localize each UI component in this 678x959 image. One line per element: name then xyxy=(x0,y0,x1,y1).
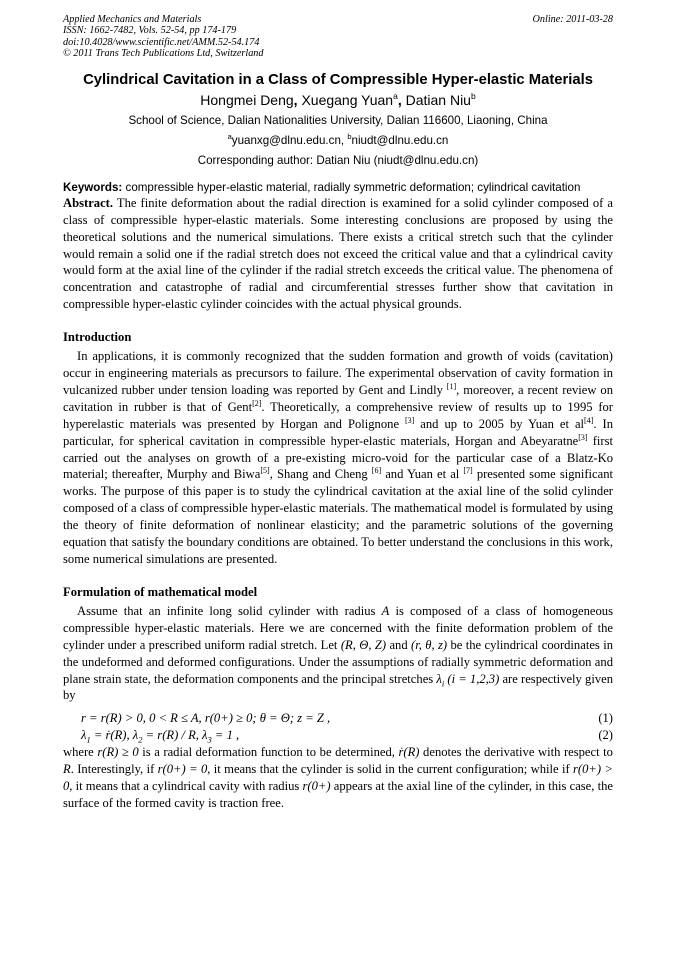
math-undeformed-coords: (R, Θ, Z) xyxy=(340,637,387,652)
formulation-heading: Formulation of mathematical model xyxy=(63,584,258,599)
form2-text-3: denotes the derivative with respect to xyxy=(419,745,613,760)
journal-header xyxy=(63,14,613,59)
form2-text-4: . Interestingly, if xyxy=(70,762,158,777)
form-text-3: and xyxy=(386,637,412,652)
paper-page xyxy=(63,14,613,812)
email-b: niudt@dlnu.edu.cn xyxy=(351,134,449,148)
email-b-mark: b xyxy=(347,132,352,142)
citation-7: [6] xyxy=(371,466,382,476)
math-r0-eq: r(0+) = 0 xyxy=(157,762,208,777)
lambda-symbol: λ xyxy=(436,671,442,686)
keywords-text: compressible hyper-elastic material, radially symmetric deformation; cylindrical cavitation xyxy=(125,181,581,195)
author-3-mark: b xyxy=(470,91,476,102)
email-a-mark: a xyxy=(227,132,232,142)
citation-4: [4] xyxy=(584,415,594,425)
form-text-5: are respectively given by xyxy=(63,671,613,703)
intro-text-5: . In particular, for spherical cavitation in compressible hyper-elastic materials, Horgan and Abeyaratne xyxy=(63,416,613,448)
intro-text-3: . Theoretically, a comprehensive review of results up to 1995 for hyperelastic materials was presented by Horgan and Polignone xyxy=(63,399,613,431)
author-1: Hongmei Deng xyxy=(200,92,294,109)
math-R: R xyxy=(63,762,71,777)
affiliation: School of Science, Dalian Nationalities University, Dalian 116600, Liaoning, China xyxy=(128,114,548,128)
math-lambda xyxy=(436,671,500,689)
eq2-sub-2: 2 xyxy=(138,734,143,745)
copyright-line: © 2011 Trans Tech Publications Ltd, Switzerland xyxy=(63,47,264,59)
equation-block xyxy=(63,710,613,744)
author-2: Xuegang Yuan xyxy=(301,92,394,109)
equation-1-body: r = r(R) > 0, 0 < R ≤ A, r(0+) ≥ 0; θ = Θ; z = Z , xyxy=(81,711,331,726)
online-date: Online: 2011-03-28 xyxy=(532,14,613,25)
equation-1 xyxy=(63,710,613,727)
issn-line: ISSN: 1662-7482, Vols. 52-54, pp 174-179 xyxy=(63,25,237,37)
intro-text-6: first carried out the analyses on growth of a pre-existing micro-void for the particular case of a Blatz-Ko material; thereafter, Murphy and Biwa xyxy=(63,433,613,482)
author-3: Datian Niu xyxy=(405,92,471,109)
eq2-part-1: = ṙ(R), λ xyxy=(90,728,139,743)
formulation-paragraph-1 xyxy=(63,603,613,704)
introduction-heading: Introduction xyxy=(63,330,132,345)
citation-8: [7] xyxy=(463,466,473,476)
math-rR: r(R) ≥ 0 xyxy=(97,745,139,760)
lambda-subscript: i xyxy=(441,678,445,689)
abstract-label: Abstract. xyxy=(63,195,114,210)
email-a: yuanxg@dlnu.edu.cn xyxy=(231,134,341,148)
equation-2-number: (2) xyxy=(598,728,613,743)
citation-1: [1] xyxy=(446,381,457,391)
math-rdot: ṙ(R) xyxy=(398,745,420,760)
form-text-4: be the cylindrical coordinates in the undeformed and deformed configurations. Under the assumptions of radially symmetric deformation and plane strain state, the deformation components and the principal stretches xyxy=(63,637,613,686)
journal-name: Applied Mechanics and Materials xyxy=(63,14,202,25)
form2-text-1: where xyxy=(63,745,98,760)
form2-text-5: , it means that the cylinder is solid in the current configuration; while if xyxy=(207,762,574,777)
intro-text-8: and Yuan et al xyxy=(381,467,464,482)
eq2-part-3: = 1 , xyxy=(211,728,240,743)
form2-text-2: is a radial deformation function to be determined, xyxy=(138,745,399,760)
keywords-block xyxy=(63,181,613,195)
intro-text-9: presented some significant works. The purpose of this paper is to study the cylindrical cavitation at the axial line of the solid cylinder composed of a class of compressible hyper-elastic materials. The mathematical model is formulated by using the theory of finite deformation of nonlinear elasticity; and the parametric solutions of the governing equation that satisfy the boundary conditions are obtained. To better understand the conclusions in this work, some numerical simulations are presented. xyxy=(63,467,614,566)
corresponding-author: Corresponding author: Datian Niu (niudt@dlnu.edu.cn) xyxy=(197,154,479,168)
intro-text-4: and up to 2005 by Yuan et al xyxy=(414,416,585,431)
math-r0: r(0+) xyxy=(302,779,331,794)
eq2-sub-3: 3 xyxy=(207,734,212,745)
author-2-mark: a xyxy=(393,91,398,102)
math-r0-gt: r(0+) > 0 xyxy=(63,762,613,794)
keywords-label: Keywords: xyxy=(63,181,123,195)
email-line: $^a$yuanxg@dlnu.edu.cn, $^b$niudt@dlnu.edu.cn xyxy=(227,132,449,148)
citation-2: [2] xyxy=(252,398,262,408)
form-text-1: Assume that an infinite long solid cylinder with radius xyxy=(77,603,382,618)
eq2-part-2: = r(R) / R, λ xyxy=(142,728,208,743)
abstract-text: The finite deformation about the radial direction is examined for a solid cylinder composed of a class of compressible hyper-elastic materials. Some interesting conclusions are proposed by using the theoretical solutions and the numerical simulations. There exists a critical stretch such that the cylinder would remain a solid one if the radial stretch does not exceed the critical value and that a cylindrical cavity would form at the axial line of the cylinder if the radial stretch exceeds the critical value. The phenomena of concentration and catastrophe of radial and circumferential stresses further show that cavitation in compressible hyper-elastic cylinder coincides with the actual physical grounds. xyxy=(63,195,613,312)
citation-3: [3] xyxy=(405,415,415,425)
eq2-lambda: λ xyxy=(81,728,87,743)
form-text-2: is composed of a class of homogeneous compressible hyper-elastic materials. Here we are concerned with the finite deformation problem of the cylinder under a prescribed uniform radial stretch. Let xyxy=(63,603,613,652)
equation-2 xyxy=(63,727,613,744)
equation-1-number: (1) xyxy=(598,711,613,726)
intro-text-1: In applications, it is commonly recognized that the sudden formation and growth of voids (cavitation) occur in engineering materials as precursors to failure. The experimental observation of cavity formation in vulcanized rubber under tension loading was reported by Gent and Lindly xyxy=(63,349,613,397)
introduction-paragraph xyxy=(63,348,613,568)
intro-text-2: , moreover, a recent review on cavitation in rubber is that of Gent xyxy=(63,382,613,414)
form2-text-6: , it means that a cylindrical cavity with radius xyxy=(69,779,303,794)
citation-6: [5] xyxy=(260,466,270,476)
intro-text-7: , Shang and Cheng xyxy=(269,467,372,482)
equation-2-body xyxy=(81,728,240,745)
eq2-sub-1: 1 xyxy=(86,734,91,745)
paper-title: Cylindrical Cavitation in a Class of Compressible Hyper-elastic Materials xyxy=(83,72,593,89)
abstract-block xyxy=(63,195,613,313)
math-radius-A: A xyxy=(381,603,390,618)
doi-line: doi:10.4028/www.scientific.net/AMM.52-54.174 xyxy=(63,36,260,48)
form2-text-7: appears at the axial line of the cylinder, in this case, the surface of the formed cavity is traction free. xyxy=(63,779,613,811)
math-deformed-coords: (r, θ, z) xyxy=(411,637,448,652)
formulation-paragraph-2 xyxy=(63,744,613,812)
citation-5: [3] xyxy=(578,432,588,442)
author-list: Hongmei Deng, Xuegang Yuan$^a$, Datian Niu$^b$ xyxy=(200,91,476,109)
lambda-range: (i = 1,2,3) xyxy=(444,671,500,686)
